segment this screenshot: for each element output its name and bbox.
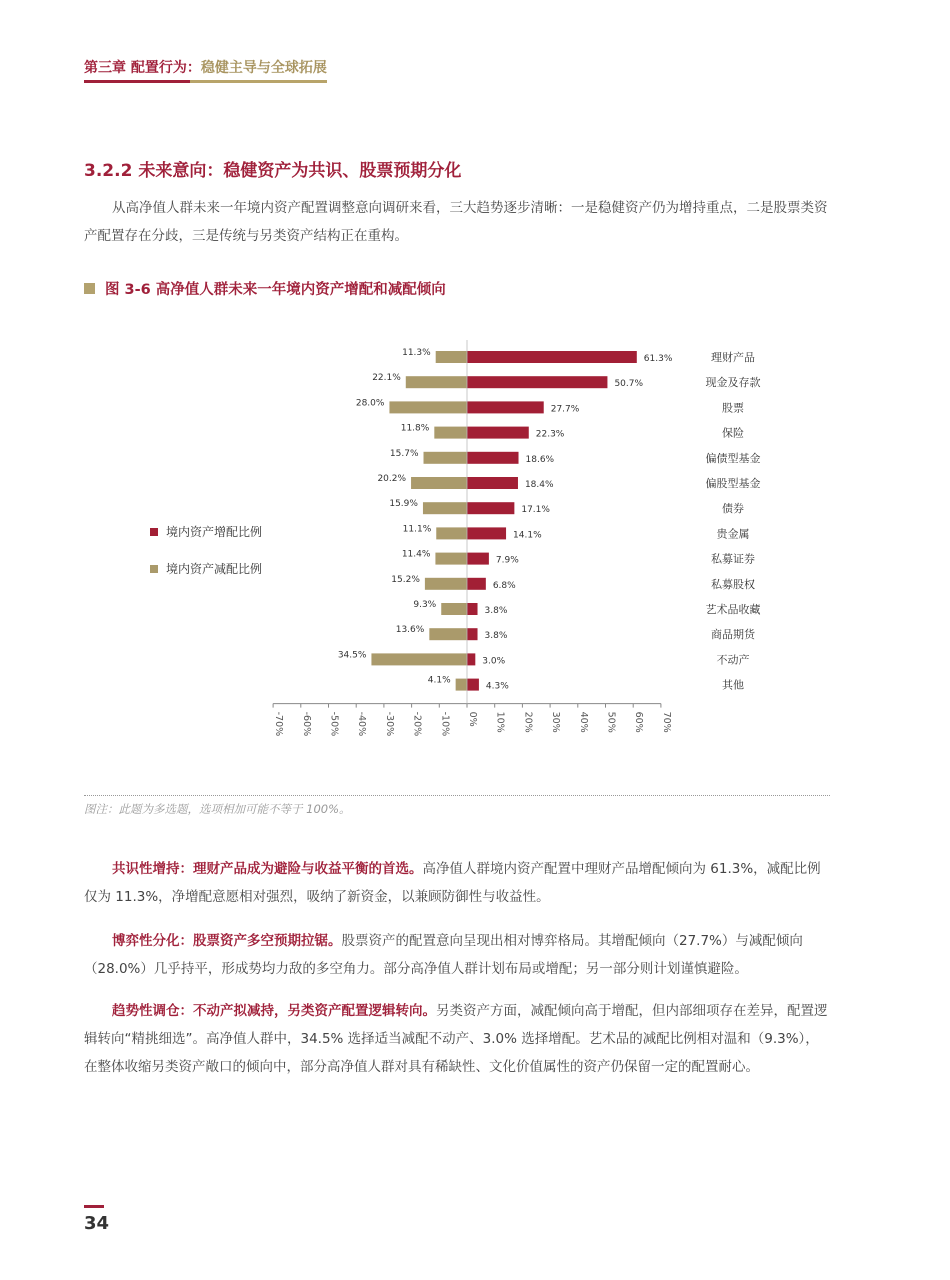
bar-decrease bbox=[436, 527, 467, 539]
header-rule-gold bbox=[190, 80, 327, 83]
x-tick-label: -20% bbox=[411, 711, 423, 737]
x-tick-label: -10% bbox=[439, 711, 451, 737]
data-label-increase: 4.3% bbox=[485, 681, 509, 692]
data-label-decrease: 15.9% bbox=[389, 499, 418, 510]
category-label: 现金及存款 bbox=[705, 376, 761, 390]
figure-note: 图注：此题为多选题，选项相加可能不等于 100%。 bbox=[84, 802, 351, 816]
bar-decrease bbox=[423, 502, 467, 514]
category-label: 艺术品收藏 bbox=[705, 603, 761, 616]
paragraph-lead: 趋势性调仓：不动产拟减持，另类资产配置逻辑转向。 bbox=[112, 1003, 436, 1019]
x-tick-label: -70% bbox=[273, 711, 285, 737]
data-label-decrease: 9.3% bbox=[413, 600, 437, 610]
bar-decrease bbox=[456, 679, 467, 691]
legend-decrease-label: 境内资产减配比例 bbox=[166, 562, 263, 576]
page-number-rule bbox=[84, 1205, 104, 1208]
category-label: 股票 bbox=[722, 401, 744, 415]
section-intro: 从高净值人群未来一年境内资产配置调整意向调研来看，三大趋势逐步清晰：一是稳健资产仍为增持重点，二是股票类资产配置存在分歧，三是传统与另类资产结构正在重构。 bbox=[84, 200, 828, 244]
paragraph-lead: 博弈性分化：股票资产多空预期拉锯。 bbox=[112, 933, 342, 949]
data-label-increase: 50.7% bbox=[614, 379, 644, 390]
legend-increase-label: 境内资产增配比例 bbox=[166, 525, 263, 539]
x-tick-label: -30% bbox=[383, 711, 395, 737]
category-label: 商品期货 bbox=[711, 628, 755, 642]
header-rule-red bbox=[84, 80, 190, 83]
paragraph-body: 高净值人群境内资产配置中理财产品增配倾向为 61.3%，减配比例仅为 11.3%，净增配意愿相对强烈，吸纳了新资金，以兼顾防御性与收益性。 bbox=[84, 861, 821, 905]
bar-increase bbox=[467, 452, 519, 464]
x-tick-label: -40% bbox=[356, 711, 368, 737]
paragraph-consensus bbox=[84, 855, 832, 911]
data-label-increase: 6.8% bbox=[492, 580, 516, 591]
chapter-label: 第三章 bbox=[84, 60, 126, 76]
data-label-increase: 22.3% bbox=[535, 429, 565, 440]
data-label-decrease: 11.8% bbox=[400, 423, 430, 434]
bar-increase bbox=[467, 527, 506, 539]
data-label-decrease: 11.4% bbox=[401, 549, 431, 560]
bar-decrease bbox=[436, 351, 467, 363]
bar-increase bbox=[467, 477, 518, 489]
paragraph-body: 另类资产方面，减配倾向高于增配，但内部细项存在差异，配置逻辑转向“精挑细选”。高净值人群中，34.5% 选择适当减配不动产、3.0% 选择增配。艺术品的减配比例相对温和（9.3%），在整体收缩另类资产敞口的倾向中，部分高净值人群对具有稀缺性、文化价值属性的资产仍保留一定的配置耐心。 bbox=[84, 1003, 828, 1075]
data-label-increase: 3.8% bbox=[484, 631, 508, 642]
legend-increase bbox=[150, 523, 262, 540]
bar-decrease bbox=[424, 452, 467, 464]
data-label-increase: 14.1% bbox=[513, 530, 542, 541]
chapter-header bbox=[84, 57, 327, 77]
data-label-decrease: 28.0% bbox=[355, 398, 385, 409]
bar-decrease bbox=[434, 427, 467, 439]
data-label-increase: 18.4% bbox=[524, 480, 554, 490]
bar-increase bbox=[467, 679, 479, 691]
data-label-increase: 7.9% bbox=[495, 555, 519, 566]
x-tick-label: 50% bbox=[605, 711, 617, 733]
x-tick-label: 20% bbox=[522, 711, 534, 733]
bar-decrease bbox=[441, 603, 467, 615]
data-label-decrease: 20.2% bbox=[377, 474, 407, 484]
figure-title-text: 图 3-6 高净值人群未来一年境内资产增配和减配倾向 bbox=[105, 282, 446, 298]
note-divider bbox=[84, 795, 830, 796]
data-label-increase: 17.1% bbox=[521, 505, 550, 516]
category-label: 不动产 bbox=[716, 653, 750, 667]
category-label: 偏股型基金 bbox=[705, 477, 761, 490]
category-label: 其他 bbox=[722, 678, 744, 692]
bar-increase bbox=[467, 502, 514, 514]
category-label: 偏债型基金 bbox=[705, 451, 761, 465]
bar-decrease bbox=[371, 653, 467, 665]
x-tick-label: 70% bbox=[660, 711, 672, 733]
paragraph-rebalancing bbox=[84, 997, 832, 1081]
chapter-title-prefix: 配置行为： bbox=[130, 60, 201, 76]
category-label: 贵金属 bbox=[716, 527, 750, 541]
category-label: 理财产品 bbox=[711, 351, 755, 364]
data-label-decrease: 15.7% bbox=[389, 448, 419, 459]
bar-decrease bbox=[389, 401, 467, 413]
bar-decrease bbox=[429, 628, 467, 640]
data-label-increase: 27.7% bbox=[550, 404, 580, 415]
paragraph-lead: 共识性增持：理财产品成为避险与收益平衡的首选。 bbox=[112, 861, 423, 877]
data-label-decrease: 11.1% bbox=[402, 524, 432, 535]
data-label-decrease: 13.6% bbox=[395, 625, 425, 636]
x-tick-label: 0% bbox=[467, 711, 478, 727]
paragraph-body: 股票资产的配置意向呈现出相对博弈格局。其增配倾向（27.7%）与减配倾向（28.0%）几乎持平，形成势均力敌的多空角力。部分高净值人群计划布局或增配；另一部分则计划谨慎避险。 bbox=[84, 933, 803, 977]
bar-decrease bbox=[425, 578, 467, 590]
x-tick-label: 60% bbox=[633, 711, 645, 733]
bar-decrease bbox=[406, 376, 467, 388]
x-tick-label: 10% bbox=[494, 711, 506, 733]
category-label: 私募证券 bbox=[711, 552, 755, 566]
x-tick-label: 30% bbox=[550, 711, 562, 733]
data-label-increase: 61.3% bbox=[643, 354, 673, 364]
bar-increase bbox=[467, 653, 475, 665]
x-tick-label: -60% bbox=[300, 711, 312, 737]
data-label-decrease: 34.5% bbox=[337, 650, 367, 661]
bar-increase bbox=[467, 578, 486, 590]
legend-decrease bbox=[150, 560, 262, 577]
paragraph-divergence bbox=[84, 927, 832, 983]
data-label-increase: 18.6% bbox=[525, 454, 555, 465]
bar-increase bbox=[467, 401, 544, 413]
bar-increase bbox=[467, 376, 607, 388]
bar-increase bbox=[467, 351, 637, 363]
data-label-decrease: 11.3% bbox=[402, 348, 431, 358]
x-tick-label: -50% bbox=[328, 711, 340, 737]
category-label: 债券 bbox=[722, 502, 744, 516]
bar-decrease bbox=[411, 477, 467, 489]
bar-increase bbox=[467, 603, 478, 615]
bar-increase bbox=[467, 628, 478, 640]
diverging-bar-chart bbox=[0, 330, 950, 760]
data-label-increase: 3.0% bbox=[482, 656, 506, 667]
bar-decrease bbox=[435, 553, 467, 565]
figure-marker-icon bbox=[84, 283, 95, 294]
category-label: 保险 bbox=[722, 426, 744, 440]
legend-decrease-swatch bbox=[150, 565, 158, 573]
bar-increase bbox=[467, 553, 489, 565]
category-label: 私募股权 bbox=[711, 577, 755, 591]
page-number: 34 bbox=[84, 1213, 110, 1234]
x-tick-label: 40% bbox=[577, 711, 589, 733]
legend-increase-swatch bbox=[150, 528, 158, 536]
data-label-decrease: 4.1% bbox=[427, 675, 451, 686]
bar-increase bbox=[467, 427, 529, 439]
chapter-title-suffix: 稳健主导与全球拓展 bbox=[200, 60, 327, 76]
data-label-decrease: 22.1% bbox=[372, 373, 401, 384]
figure-title bbox=[84, 278, 446, 299]
data-label-decrease: 15.2% bbox=[391, 574, 420, 585]
data-label-increase: 3.8% bbox=[484, 606, 508, 616]
section-heading: 3.2.2 未来意向：稳健资产为共识、股票预期分化 bbox=[84, 161, 462, 181]
